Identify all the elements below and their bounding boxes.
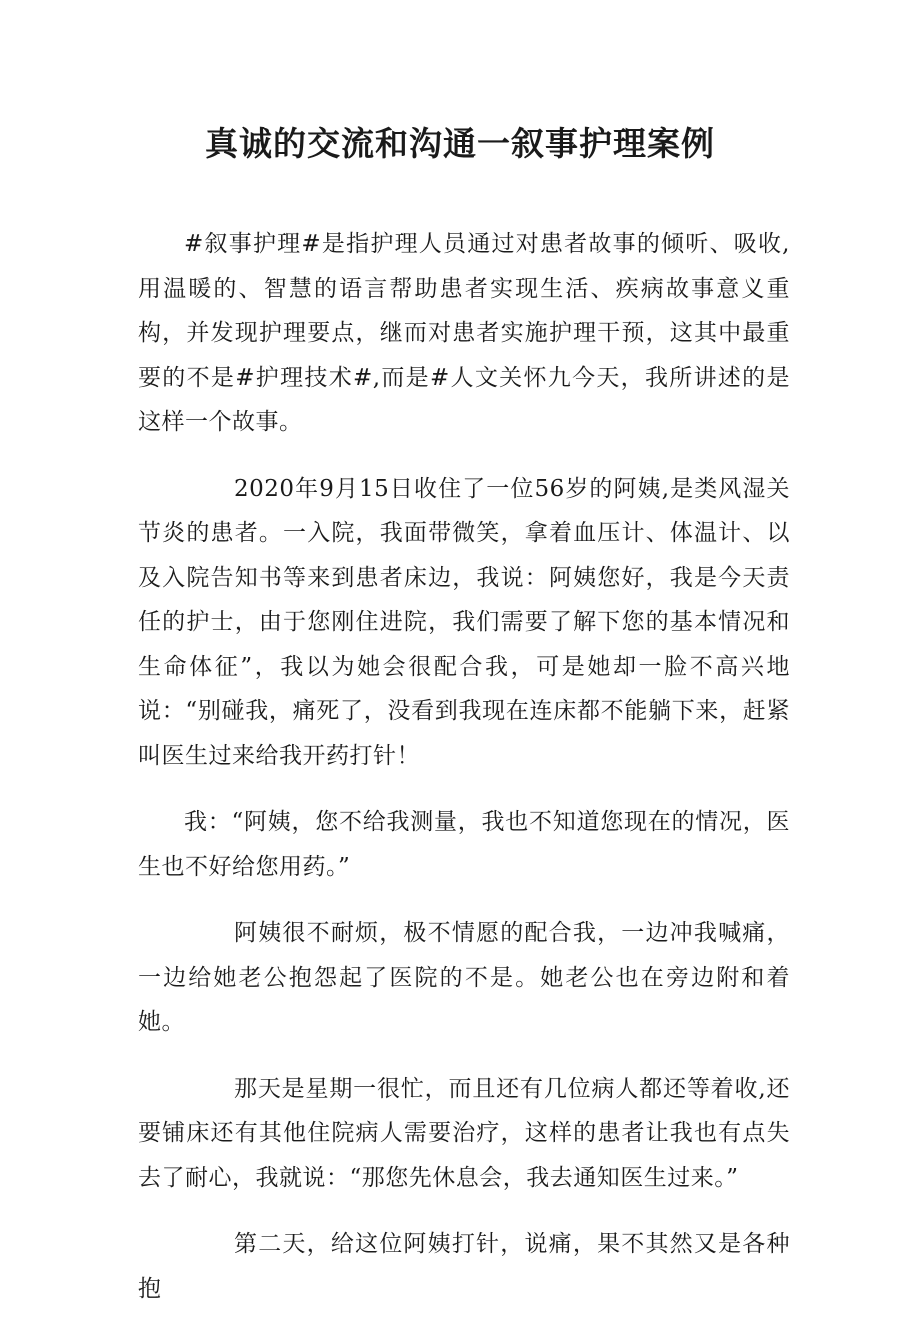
paragraph-patient-complaint: 阿姨很不耐烦，极不情愿的配合我，一边冲我喊痛，一边给她老公抱怨起了医院的不是。她老公也在旁边附和着她。	[138, 920, 790, 1035]
paragraph-nurse-reply: 我：“阿姨，您不给我测量，我也不知道您现在的情况，医生也不好给您用药。”	[138, 809, 790, 880]
document-title: 真诚的交流和沟通一叙事护理案例	[205, 124, 715, 163]
paragraph-admission: 2020年9月15日收住了一位56岁的阿姨,是类风湿关节炎的患者。一入院，我面带微笑，拿着血压计、体温计、以及入院告知书等来到患者床边，我说：阿姨您好，我是今天责任的护士，由于您刚住进院，我们需要了解下您的基本情况和生命体征”，我以为她会很配合我，可是她却一脸不高兴地说：“别碰我，痛死了，没看到我现在连床都不能躺下来，赶紧叫医生过来给我开药打针！	[138, 475, 790, 769]
paragraph-busy-day: 那天是星期一很忙，而且还有几位病人都还等着收,还要铺床还有其他住院病人需要治疗，这样的患者让我也有点失去了耐心，我就说：“那您先休息会，我去通知医生过来。”	[138, 1075, 790, 1191]
document-body	[138, 222, 790, 1333]
paragraph-intro: #叙事护理#是指护理人员通过对患者故事的倾听、吸收,用温暖的、智慧的语言帮助患者实现生活、疾病故事意义重构，并发现护理要点，继而对患者实施护理干预，这其中最重要的不是#护理技术#,而是#人文关怀九今天，我所讲述的是这样一个故事。	[138, 231, 790, 435]
paragraph-next-day: 第二天，给这位阿姨打针，说痛，果不其然又是各种抱	[138, 1231, 790, 1302]
